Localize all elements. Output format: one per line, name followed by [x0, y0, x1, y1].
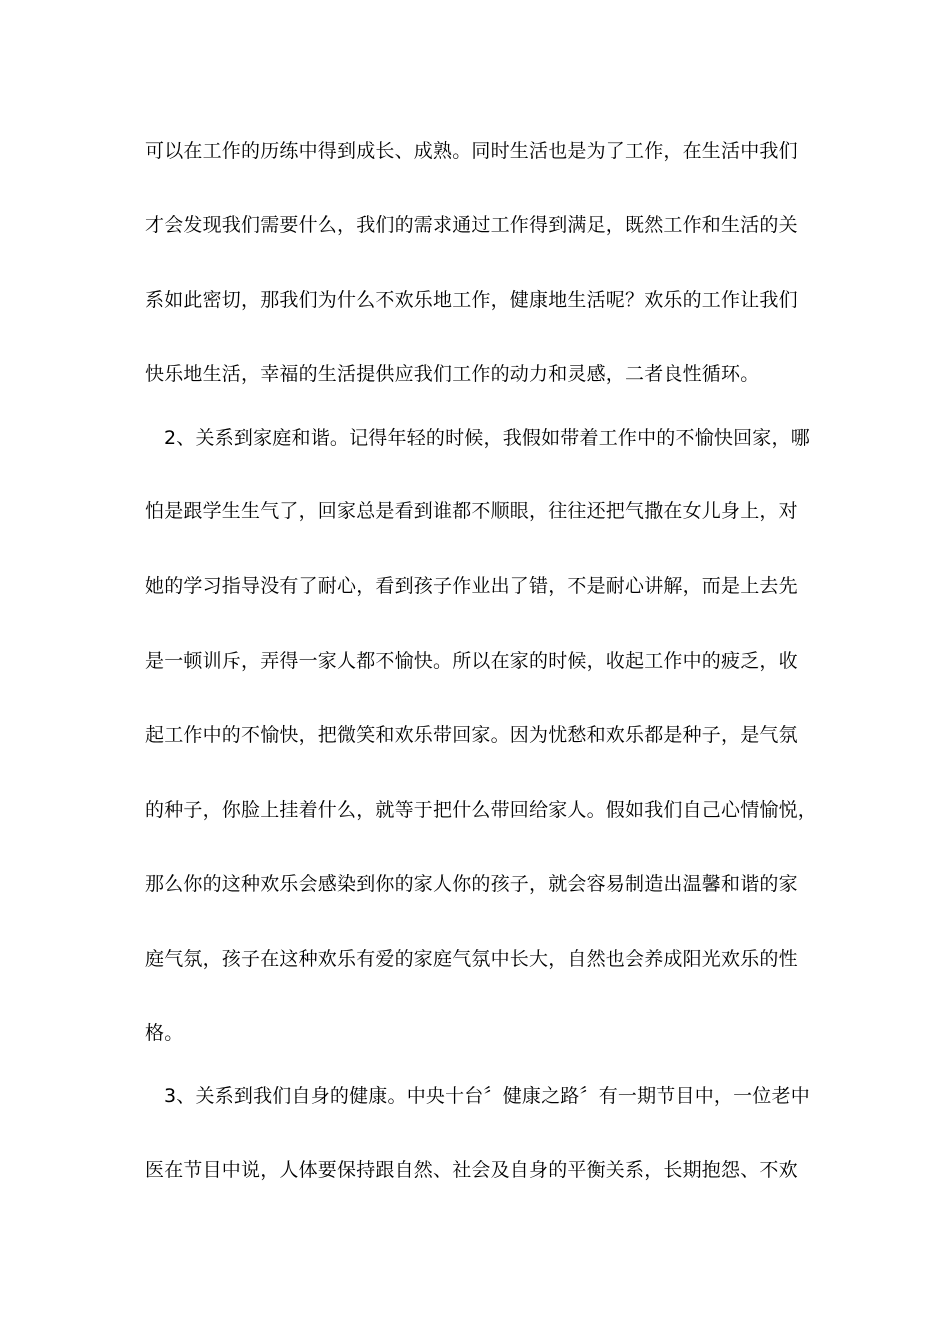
- text-line-10: 的种子，你脸上挂着什么，就等于把什么带回给家人。假如我们自己心情愉悦，: [145, 799, 818, 821]
- text-line-11: 那么你的这种欢乐会感染到你的家人你的孩子，就会容易制造出温馨和谐的家: [145, 873, 798, 895]
- text-line-1: 可以在工作的历练中得到成长、成熟。同时生活也是为了工作，在生活中我们: [145, 140, 798, 162]
- text-line-9: 起工作中的不愉快，把微笑和欢乐带回家。因为忧愁和欢乐都是种子，是气氛: [145, 724, 798, 746]
- text-line-13: 格。: [145, 1022, 184, 1044]
- text-line-6: 怕是跟学生生气了，回家总是看到谁都不顺眼，往往还把气撒在女儿身上，对: [145, 500, 798, 522]
- text-line-5: 2、关系到家庭和谐。记得年轻的时候，我假如带着工作中的不愉快回家，哪: [164, 427, 810, 449]
- text-line-12: 庭气氛，孩子在这种欢乐有爱的家庭气氛中长大，自然也会养成阳光欢乐的性: [145, 948, 798, 970]
- text-line-8: 是一顿训斥，弄得一家人都不愉快。所以在家的时候，收起工作中的疲乏，收: [145, 650, 798, 672]
- text-line-2: 才会发现我们需要什么，我们的需求通过工作得到满足，既然工作和生活的关: [145, 214, 798, 236]
- text-line-15: 医在节目中说，人体要保持跟自然、社会及自身的平衡关系，长期抱怨、不欢: [145, 1159, 798, 1181]
- text-line-4: 快乐地生活，幸福的生活提供应我们工作的动力和灵感，二者良性循环。: [145, 363, 760, 385]
- text-line-7: 她的学习指导没有了耐心，看到孩子作业出了错，不是耐心讲解，而是上去先: [145, 575, 798, 597]
- text-line-14: 3、关系到我们自身的健康。中央十台〞健康之路〞有一期节目中，一位老中: [164, 1085, 810, 1107]
- text-line-3: 系如此密切，那我们为什么不欢乐地工作，健康地生活呢？欢乐的工作让我们: [145, 289, 798, 311]
